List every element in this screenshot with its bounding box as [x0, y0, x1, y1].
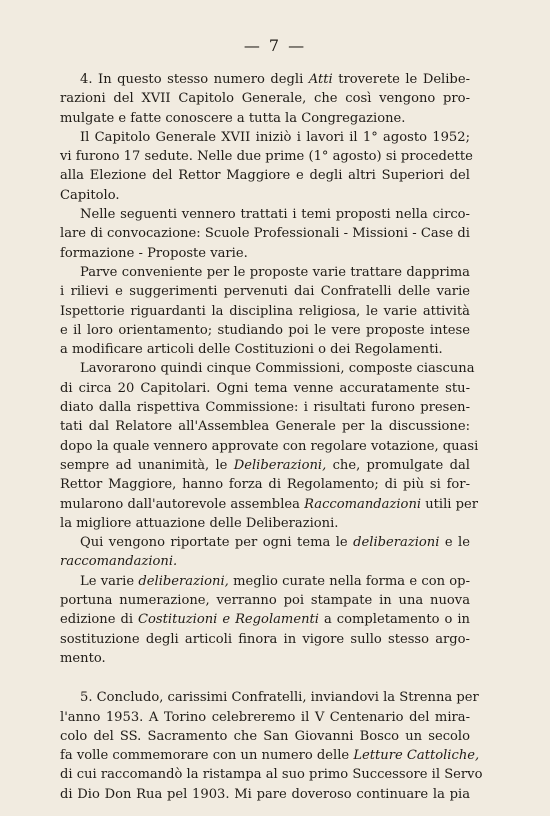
body-text — [60, 70, 483, 804]
text-line: portuna numerazione, verranno poi stampate in una nuova — [60, 593, 470, 609]
text-line: diato dalla rispettiva Commissione: i risultati furono presen- — [60, 400, 470, 416]
text-line: di cui raccomandò la ristampa al suo primo Successore il Servo — [60, 767, 483, 783]
text-line: Qui vengono riportate per ogni tema le deliberazioni e le — [80, 535, 470, 551]
text-line: Lavorarono quindi cinque Commissioni, composte ciascuna — [80, 361, 475, 377]
text-line: mularono dall'autorevole assemblea Raccomandazioni utili per — [60, 496, 479, 512]
text-line: raccomandazioni. — [60, 554, 178, 570]
text-line: edizione di Costituzioni e Regolamenti a completamento o in — [60, 612, 470, 628]
text-line: fa volle commemorare con un numero delle Letture Cattoliche, — [60, 748, 480, 764]
text-line: di Dio Don Rua pel 1903. Mi pare doveroso continuare la pia — [60, 786, 470, 802]
text-line: alla Elezione del Rettor Maggiore e degli altri Superiori del — [60, 168, 470, 184]
text-line: Rettor Maggiore, hanno forza di Regolamento; di più si for- — [60, 477, 470, 493]
text-line: Capitolo. — [60, 187, 120, 203]
text-line: 4. In questo stesso numero degli Atti troverete le Delibe- — [80, 72, 470, 87]
text-line: mento. — [60, 650, 106, 666]
text-line: lare di convocazione: Scuole Professionali - Missioni - Case di — [60, 226, 470, 242]
text-line: di circa 20 Capitolari. Ogni tema venne accuratamente stu- — [60, 380, 470, 396]
page-number: — 7 — — [243, 36, 307, 55]
text-line: a modificare articoli delle Costituzioni o dei Regolamenti. — [60, 342, 443, 358]
text-line: sostituzione degli articoli finora in vigore sullo stesso argo- — [60, 631, 470, 647]
text-line: razioni del XVII Capitolo Generale, che così vengono pro- — [60, 91, 470, 107]
text-line: Nelle seguenti vennero trattati i temi proposti nella circo- — [80, 207, 470, 223]
paragraph-gap — [60, 668, 470, 688]
text-line: vi furono 17 sedute. Nelle due prime (1° agosto) si procedette — [60, 149, 473, 165]
text-line: mulgate e fatte conoscere a tutta la Congregazione. — [60, 110, 406, 126]
text-line: sempre ad unanimità, le Deliberazioni, che, promulgate dal — [60, 457, 470, 473]
text-line: formazione - Proposte varie. — [60, 245, 248, 261]
text-line: Ispettorie riguardanti la disciplina religiosa, le varie attività — [60, 303, 470, 319]
text-line: l'anno 1953. A Torino celebreremo il V Centenario del mira- — [60, 709, 470, 725]
text-line: Le varie deliberazioni, meglio curate nella forma e con op- — [80, 573, 470, 589]
text-line: la migliore attuazione delle Deliberazioni. — [60, 515, 339, 531]
text-line: Parve conveniente per le proposte varie trattare dapprima — [80, 264, 470, 280]
text-line: i rilievi e suggerimenti pervenuti dai Confratelli delle varie — [60, 284, 470, 300]
text-line: tati dal Relatore all'Assemblea Generale per la discussione: — [60, 419, 470, 435]
text-line: Il Capitolo Generale XVII iniziò i lavori il 1° agosto 1952; — [80, 129, 470, 145]
text-line: 5. Concludo, carissimi Confratelli, inviandovi la Strenna per — [80, 690, 479, 706]
text-line: dopo la quale vennero approvate con regolare votazione, quasi — [60, 438, 479, 454]
text-line: colo del SS. Sacramento che San Giovanni Bosco un secolo — [60, 728, 470, 744]
text-line: e il loro orientamento; studiando poi le vere proposte intese — [60, 322, 470, 338]
